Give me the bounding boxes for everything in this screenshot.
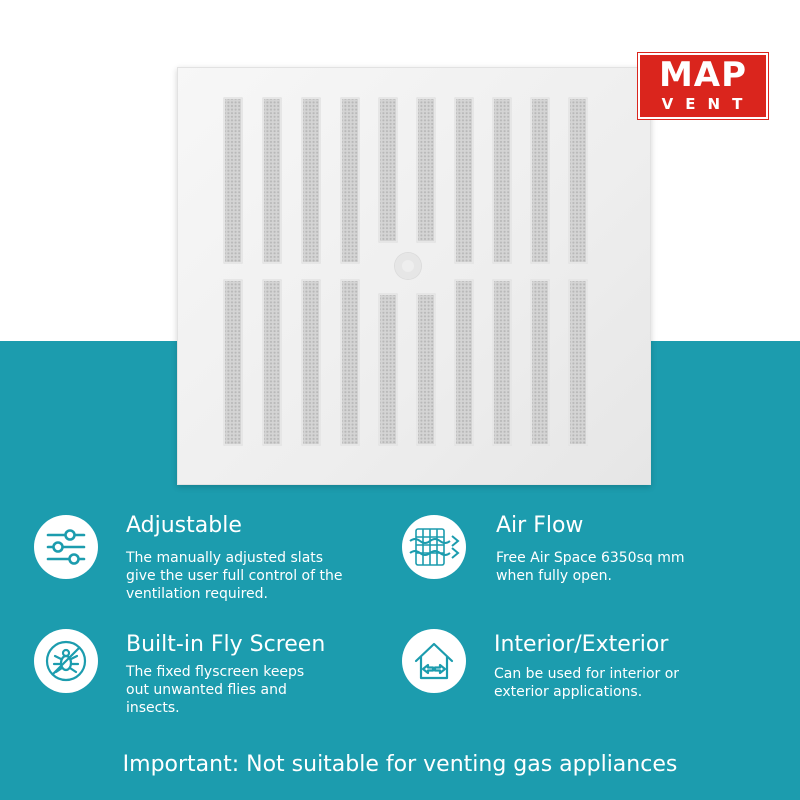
vent-slot: [530, 97, 550, 264]
vent-slot: [340, 97, 360, 264]
house-arrows-icon: [402, 629, 466, 693]
vent-slot: [223, 97, 243, 264]
vent-slot: [454, 279, 474, 446]
vent-slot: [378, 293, 398, 446]
vent-slot: [568, 97, 588, 264]
vent-slot: [223, 279, 243, 446]
vent-slot: [378, 97, 398, 243]
air-flow-icon: [402, 515, 466, 579]
feature-title-adjustable: Adjustable: [126, 513, 242, 538]
gas-appliance-warning: Important: Not suitable for venting gas appliances: [122, 752, 678, 777]
feature-title-interior-exterior: Interior/Exterior: [494, 632, 669, 657]
feature-desc-adjustable: The manually adjusted slats give the user full control of the ventilation required.: [126, 550, 343, 602]
vent-slot: [262, 279, 282, 446]
vent-slot: [492, 279, 512, 446]
vent-grille-image: [177, 67, 651, 485]
vent-slot: [340, 279, 360, 446]
feature-desc-interior-exterior: Can be used for interior or exterior applications.: [494, 666, 680, 700]
vent-slot: [416, 293, 436, 446]
feature-desc-air-flow: Free Air Space 6350sq mm when fully open.: [496, 550, 685, 584]
vent-slot: [454, 97, 474, 264]
vent-slot: [530, 279, 550, 446]
logo-main-text: MAP: [658, 55, 748, 95]
vent-slot: [301, 279, 321, 446]
feature-desc-fly-screen: The fixed flyscreen keeps out unwanted flies and insects.: [126, 664, 305, 716]
mapvent-logo: [638, 53, 768, 119]
vent-slot: [416, 97, 436, 243]
feature-title-fly-screen: Built-in Fly Screen: [126, 632, 326, 657]
sliders-icon: [34, 515, 98, 579]
vent-adjuster-knob: [395, 253, 421, 279]
no-insects-icon: [34, 629, 98, 693]
vent-slot: [301, 97, 321, 264]
vent-slot: [492, 97, 512, 264]
vent-slot: [262, 97, 282, 264]
logo-sub-text: VENT: [661, 95, 755, 113]
feature-title-air-flow: Air Flow: [496, 513, 584, 538]
vent-slot: [568, 279, 588, 446]
